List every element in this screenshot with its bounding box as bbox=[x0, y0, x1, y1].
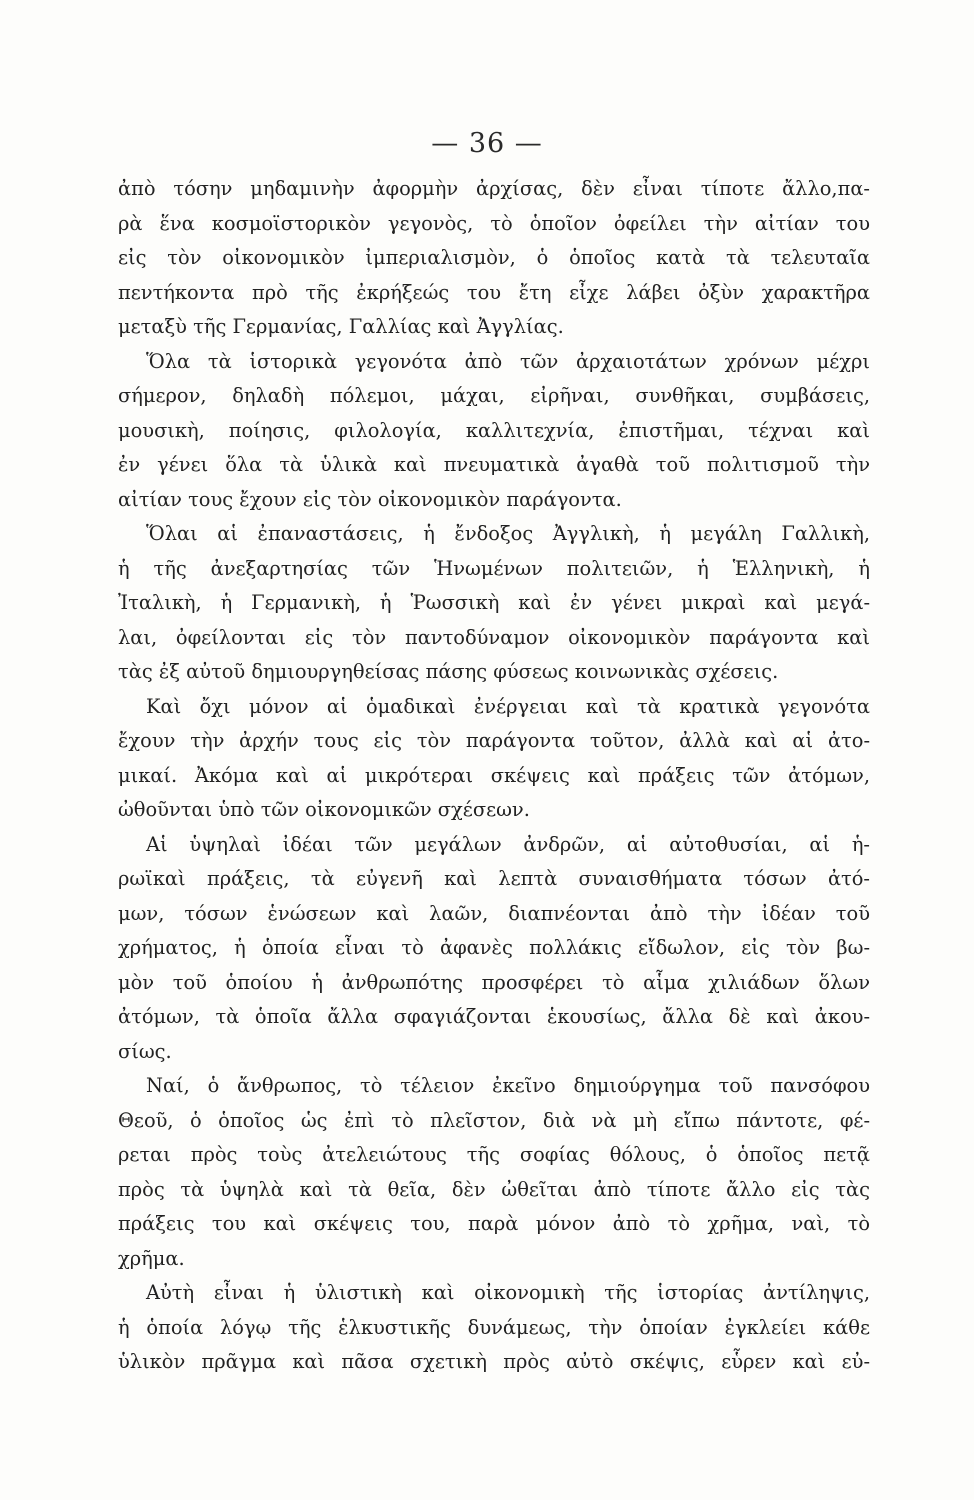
text-line: ρὰ ἕνα κοσμοϊστορικὸν γεγονὸς, τὸ ὁποῖον ὀφείλει τὴν αἰτίαν του bbox=[118, 211, 870, 235]
text-line: ἐν γένει ὅλα τὰ ὑλικὰ καὶ πνευματικὰ ἀγαθὰ τοῦ πολιτισμοῦ τὴν bbox=[118, 453, 870, 476]
text-line: Ἰταλικὴ, ἡ Γερμανικὴ, ἡ Ῥωσσικὴ καὶ ἐν γένει μικραὶ καὶ μεγά- bbox=[118, 591, 870, 614]
text-line: χρῆμα. bbox=[118, 1246, 185, 1270]
text-line: μικαί. Ἀκόμα καὶ αἱ μικρότεραι σκέψεις καὶ πράξεις τῶν ἀτόμων, bbox=[118, 763, 870, 787]
text-line: αἰτίαν τους ἔχουν εἰς τὸν οἰκονομικὸν παράγοντα. bbox=[118, 487, 622, 511]
text-line: ρεται πρὸς τοὺς ἀτελειώτους τῆς σοφίας θόλους, ὁ ὁποῖος πετᾷ bbox=[118, 1143, 870, 1166]
text-line: Θεοῦ, ὁ ὁποῖος ὡς ἐπὶ τὸ πλεῖστον, διὰ νὰ μὴ εἴπω πάντοτε, φέ- bbox=[118, 1108, 870, 1132]
text-line: πρὸς τὰ ὑψηλὰ καὶ τὰ θεῖα, δὲν ὠθεῖται ἀπὸ τίποτε ἄλλο εἰς τὰς bbox=[118, 1177, 870, 1201]
text-line: Αἱ ὑψηλαὶ ἰδέαι τῶν μεγάλων ἀνδρῶν, αἱ αὐτοθυσίαι, αἱ ἡ- bbox=[146, 832, 870, 856]
text-line: ρωϊκαὶ πράξεις, τὰ εὐγενῆ καὶ λεπτὰ συναισθήματα τόσων ἀτό- bbox=[118, 867, 870, 890]
text-line: Ναί, ὁ ἄνθρωπος, τὸ τέλειον ἐκεῖνο δημιούργημα τοῦ πανσόφου bbox=[146, 1074, 870, 1097]
text-line: Αὐτὴ εἶναι ἡ ὑλιστικὴ καὶ οἰκονομικὴ τῆς ἱστορίας ἀντίληψις, bbox=[146, 1281, 870, 1304]
text-line: ἀτόμων, τὰ ὁποῖα ἄλλα σφαγιάζονται ἑκουσίως, ἄλλα δὲ καὶ ἀκου- bbox=[118, 1005, 870, 1028]
text-line: ἀπὸ τόσην μηδαμινὴν ἀφορμὴν ἀρχίσας, δὲν εἶναι τίποτε ἄλλο,πα- bbox=[118, 177, 870, 200]
body-text bbox=[118, 172, 870, 1380]
text-line: μουσικὴ, ποίησις, φιλολογία, καλλιτεχνία, ἐπιστῆμαι, τέχναι καὶ bbox=[118, 418, 870, 442]
text-line: σίως. bbox=[118, 1039, 172, 1063]
text-line: ἡ τῆς ἀνεξαρτησίας τῶν Ἡνωμένων πολιτειῶν, ἡ Ἑλληνικὴ, ἡ bbox=[118, 556, 870, 580]
text-line: πεντήκοντα πρὸ τῆς ἐκρήξεώς του ἔτη εἶχε λάβει ὀξὺν χαρακτῆρα bbox=[118, 280, 870, 304]
text-line: ἔχουν τὴν ἀρχήν τους εἰς τὸν παράγοντα τοῦτον, ἀλλὰ καὶ αἱ ἀτο- bbox=[118, 729, 870, 752]
text-line: εἰς τὸν οἰκονομικὸν ἰμπεριαλισμὸν, ὁ ὁποῖος κατὰ τὰ τελευταῖα bbox=[118, 246, 870, 269]
text-line: μων, τόσων ἑνώσεων καὶ λαῶν, διαπνέονται ἀπὸ τὴν ἰδέαν τοῦ bbox=[118, 901, 870, 925]
text-line: μὸν τοῦ ὁποίου ἡ ἀνθρωπότης προσφέρει τὸ αἷμα χιλιάδων ὅλων bbox=[118, 970, 870, 994]
text-line: ὠθοῦνται ὑπὸ τῶν οἰκονομικῶν σχέσεων. bbox=[118, 798, 530, 821]
text-line: ὑλικὸν πρᾶγμα καὶ πᾶσα σχετικὴ πρὸς αὐτὸ σκέψις, εὗρεν καὶ εὐ- bbox=[118, 1350, 870, 1373]
text-line: τὰς ἐξ αὐτοῦ δημιουργηθείσας πάσης φύσεως κοινωνικὰς σχέσεις. bbox=[118, 660, 779, 683]
text-line: Ὅλα τὰ ἱστορικὰ γεγονότα ἀπὸ τῶν ἀρχαιοτάτων χρόνων μέχρι bbox=[146, 349, 870, 373]
text-line: μεταξὺ τῆς Γερμανίας, Γαλλίας καὶ Ἀγγλίας. bbox=[118, 315, 564, 338]
text-line: Καὶ ὄχι μόνον αἱ ὁμαδικαὶ ἐνέργειαι καὶ τὰ κρατικὰ γεγονότα bbox=[146, 694, 870, 718]
text-line: λαι, ὀφείλονται εἰς τὸν παντοδύναμον οἰκονομικὸν παράγοντα καὶ bbox=[118, 625, 870, 649]
text-line: σήμερον, δηλαδὴ πόλεμοι, μάχαι, εἰρῆναι, συνθῆκαι, συμβάσεις, bbox=[118, 384, 870, 407]
text-line: πράξεις του καὶ σκέψεις του, παρὰ μόνον ἀπὸ τὸ χρῆμα, ναὶ, τὸ bbox=[118, 1212, 870, 1235]
page-number: — 36 — bbox=[431, 128, 543, 159]
text-line: ἡ ὁποία λόγῳ τῆς ἑλκυστικῆς δυνάμεως, τὴν ὁποίαν ἐγκλείει κάθε bbox=[118, 1315, 870, 1339]
text-line: Ὅλαι αἱ ἐπαναστάσεις, ἡ ἔνδοξος Ἀγγλικὴ, ἡ μεγάλη Γαλλικὴ, bbox=[146, 522, 870, 545]
text-line: χρήματος, ἡ ὁποία εἶναι τὸ ἀφανὲς πολλάκις εἴδωλον, εἰς τὸν βω- bbox=[118, 936, 870, 959]
